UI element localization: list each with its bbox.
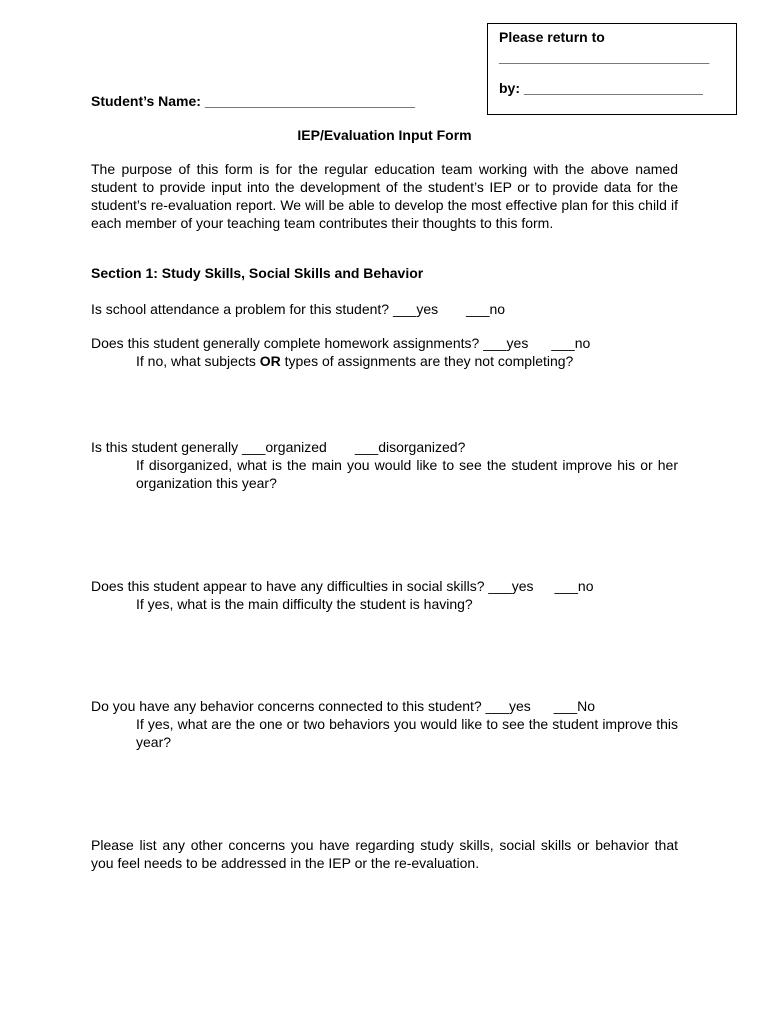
question-attendance [91,300,505,318]
return-by-label: by: _______________________ [499,80,703,96]
other-concerns: Please list any other concerns you have regarding study skills, social skills or behavior that you feel needs to be addressed in the IEP or the re-evaluation. [91,837,678,871]
question-homework-text: Does this student generally complete homework assignments? [91,335,484,351]
attendance-no-option: ___no [466,301,506,317]
question-organized-text: Is this student generally [91,439,242,455]
return-to-blank: ___________________________ [499,49,710,65]
social-yes-option: ___yes [488,578,534,594]
question-social-skills [91,577,594,595]
attendance-yes-option: ___yes [392,301,439,317]
question-behavior-text: Do you have any behavior concerns connected to this student? [91,698,486,714]
homework-yes-option: ___yes [483,335,529,351]
organized-option: ___organized [241,439,327,455]
homework-no-option: ___no [551,335,591,351]
question-organized [91,438,465,456]
student-name-field: Student’s Name: ___________________________ [91,93,416,109]
form-title: IEP/Evaluation Input Form [297,127,472,143]
homework-followup-or: OR [259,353,281,369]
question-behavior [91,697,595,715]
behavior-followup: If yes, what are the one or two behaviors you would like to see the student improve this year? [136,716,678,750]
question-attendance-text: Is school attendance a problem for this student? [91,301,393,317]
homework-followup-post: types of assignments are they not completing? [280,353,574,369]
behavior-yes-option: ___yes [485,698,531,714]
homework-followup-pre: If no, what subjects [136,353,260,369]
intro-paragraph: The purpose of this form is for the regular education team working with the above named student to provide input into the development of the student’s IEP or to provide data for the student’s re-evaluation report. We will be able to develop the most effective plan for this child if each member of your teaching team contributes their thoughts to this form. [91,161,678,231]
section1-heading: Section 1: Study Skills, Social Skills and Behavior [91,265,424,281]
return-to-box [487,23,737,115]
social-no-option: ___no [554,578,594,594]
homework-followup [136,352,573,370]
question-homework [91,334,590,352]
return-to-label: Please return to [499,29,605,45]
disorganized-option: ___disorganized? [354,439,466,455]
organized-followup: If disorganized, what is the main you would like to see the student improve his or her organization this year? [136,457,678,491]
question-social-skills-text: Does this student appear to have any difficulties in social skills? [91,578,489,594]
social-skills-followup: If yes, what is the main difficulty the student is having? [136,596,473,612]
behavior-no-option: ___No [553,698,596,714]
